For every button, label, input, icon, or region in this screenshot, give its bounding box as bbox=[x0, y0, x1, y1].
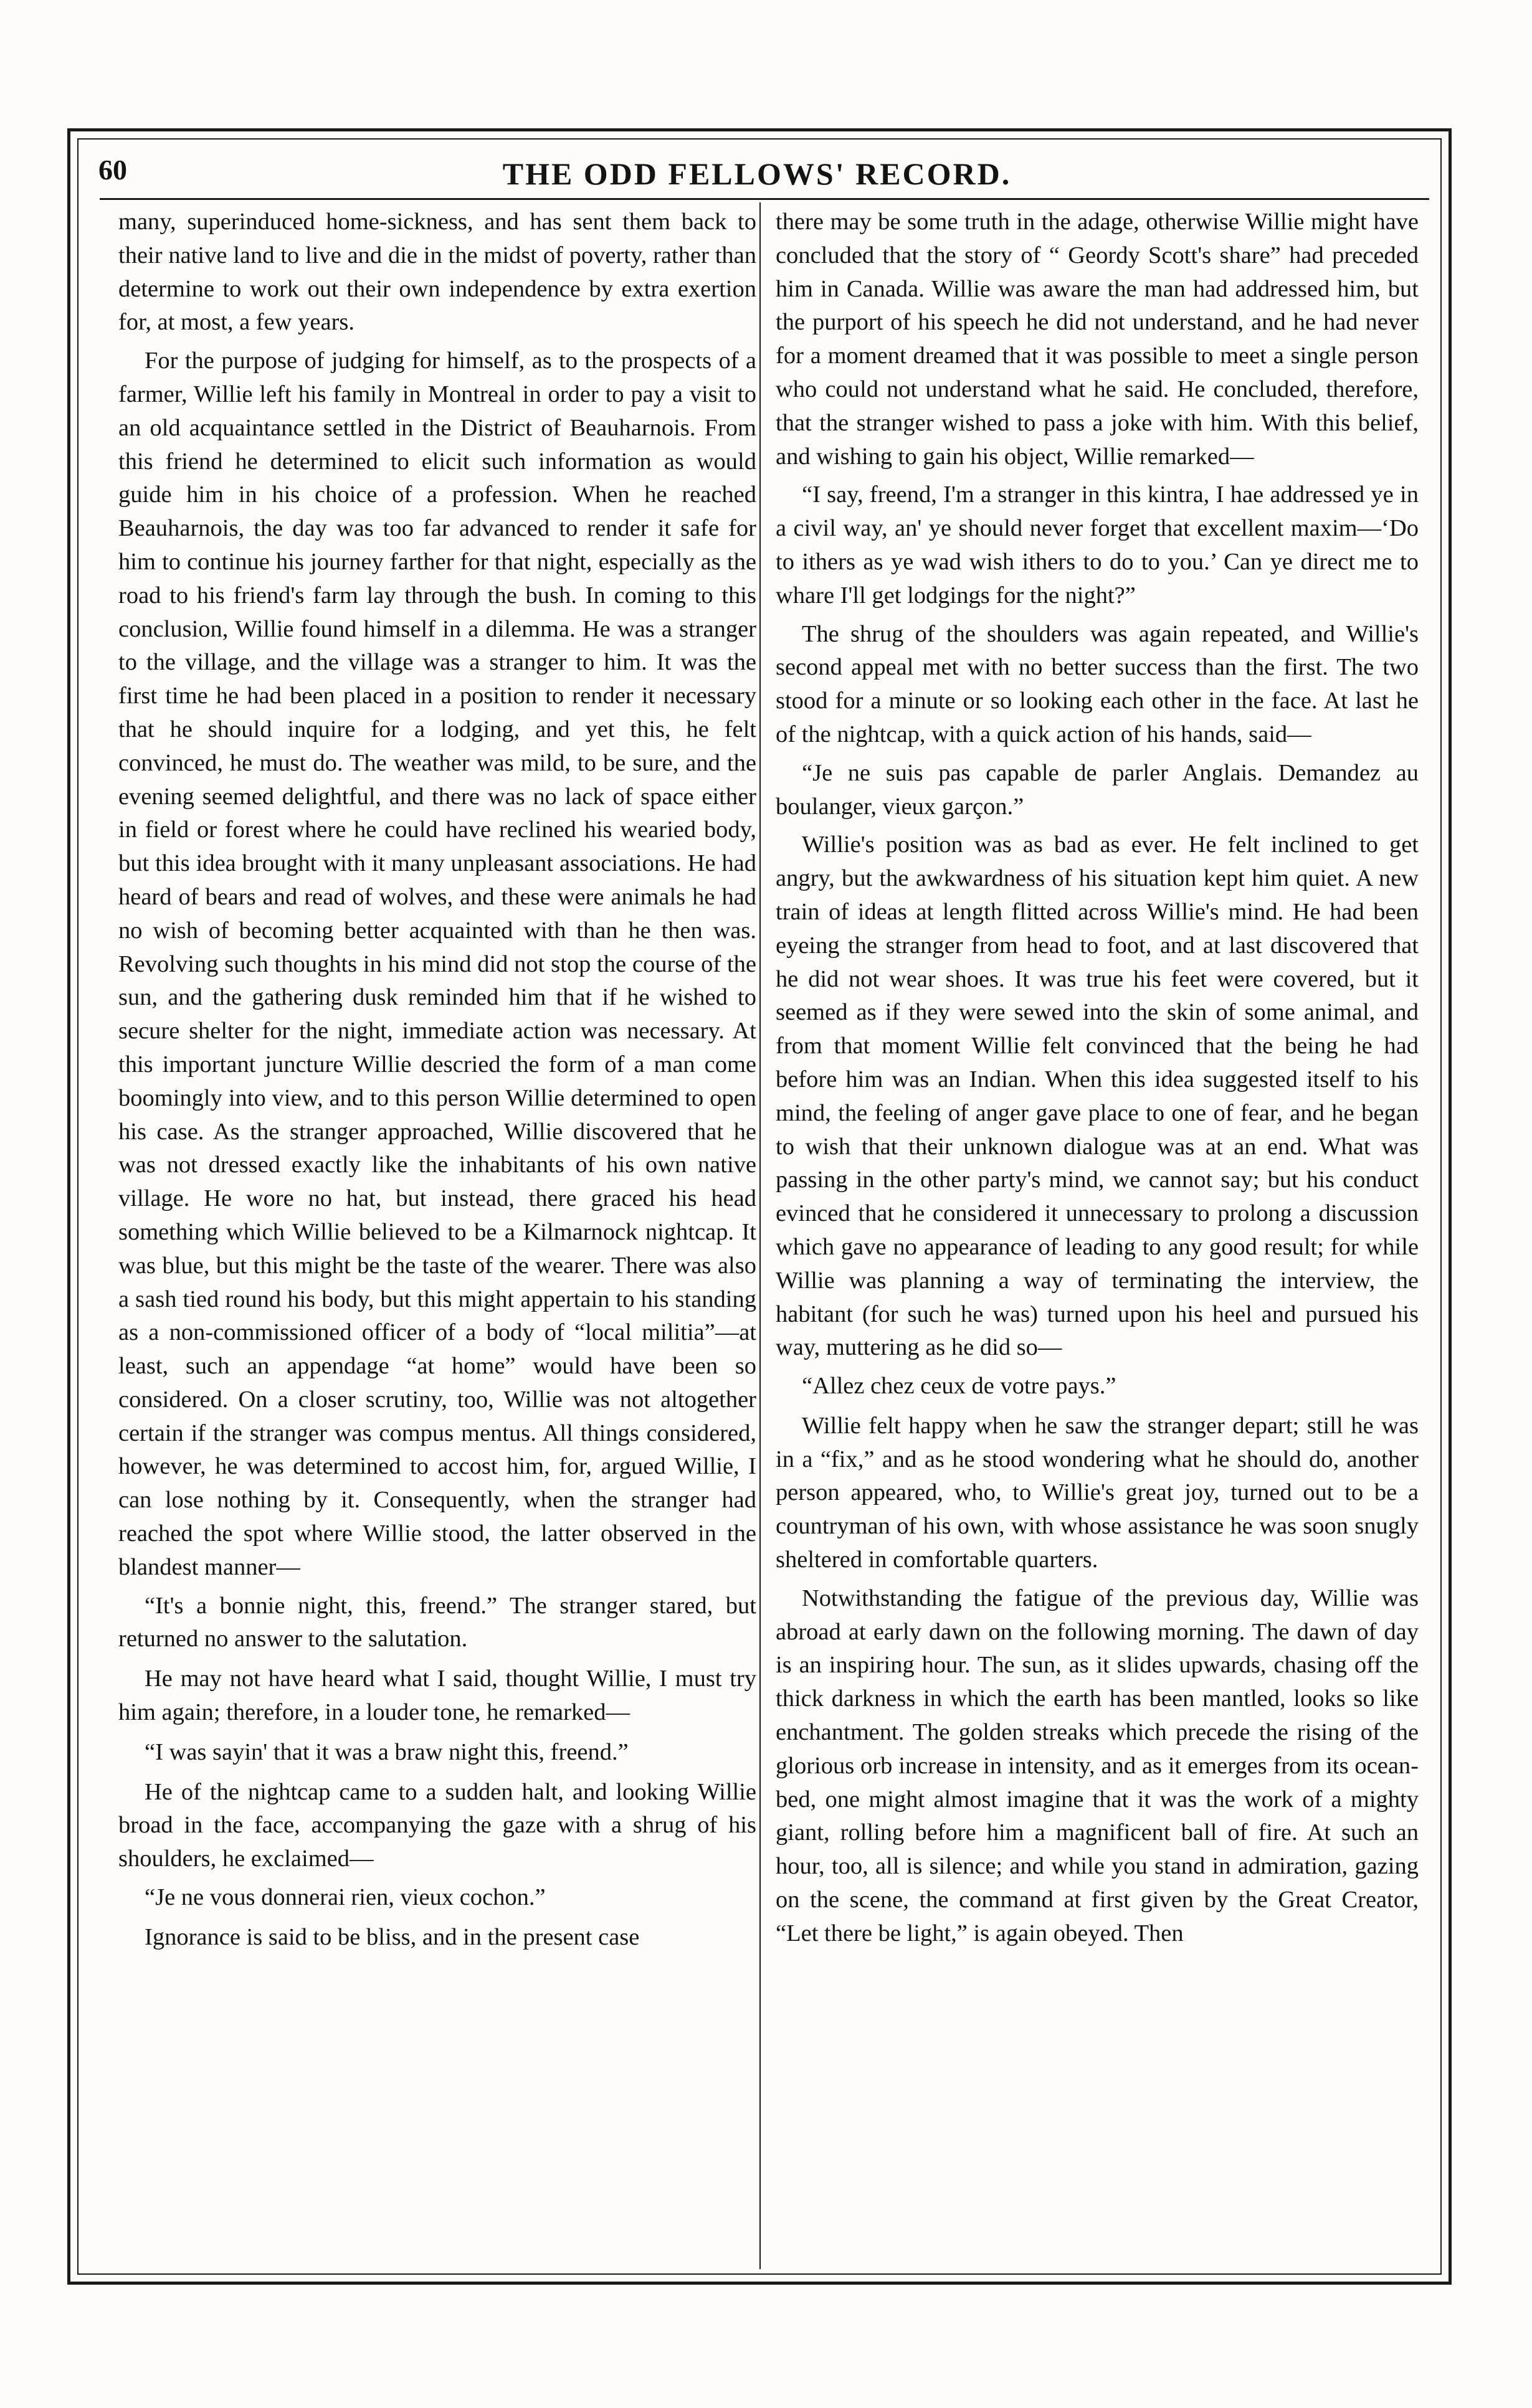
left-column bbox=[118, 206, 756, 2267]
paragraph: many, superinduced home-sickness, and has sent them back to their native land to live and die in the midst of poverty, rather than determine to work out their own independence by extra exertion for, at most, a few years. bbox=[118, 209, 756, 336]
paragraph: “Je ne vous donnerai rien, vieux cochon.” bbox=[145, 1884, 546, 1911]
paragraph: The shrug of the shoulders was again repeated, and Willie's second appeal met with no better success than the first. The two stood for a minute or so looking each other in the face. At last he of the nightcap, with a quick action of his hands, said— bbox=[776, 620, 1419, 747]
running-title: THE ODD FELLOWS' RECORD. bbox=[502, 156, 1012, 191]
paragraph: Ignorance is said to be bliss, and in the present case bbox=[145, 1923, 640, 1950]
paragraph: For the purpose of judging for himself, as to the prospects of a farmer, Willie left his family in Montreal in order to pay a visit to an old acquaintance settled in the District of Beauharnois. From this friend he determined to elicit such information as would guide him in his choice of a profession. When he reached Beauharnois, the day was too far advanced to render it safe for him to continue his journey farther for that night, especially as the road to his friend's farm lay through the bush. In coming to this conclusion, Willie found himself in a dilemma. He was a stranger to the village, and the village was a stranger to him. It was the first time he had been placed in a position to render it necessary that he should inquire for a lodging, and yet this, he felt convinced, he must do. The weather was mild, to be sure, and the evening seemed delightful, and there was no lack of space either in field or forest where he could have reclined his wearied body, but this idea brought with it many unpleasant associations. He had heard of bears and read of wolves, and these were animals he had no wish of becoming better acquainted with than he then was. Revolving such thoughts in his mind did not stop the course of the sun, and the gathering dusk reminded him that if he wished to secure shelter for the night, immediate action was necessary. At this important juncture Willie descried the form of a man come boomingly into view, and to this person Willie determined to open his case. As the stranger approached, Willie discovered that he was not dressed exactly like the inhabitants of his own native village. He wore no hat, but instead, there graced his head something which Willie believed to be a Kilmarnock nightcap. It was blue, but this might be the taste of the wearer. There was also a sash tied round his body, but this might appertain to his standing as a non-commissioned officer of a body of “local militia”—at least, such an appendage “at home” would have been so considered. On a closer scrutiny, too, Willie was not altogether certain if the stranger was compus mentus. All things considered, however, he was determined to accost him, for, argued Willie, I can lose nothing by it. Consequently, when the stranger had reached the spot where Willie stood, the latter observed in the blandest manner— bbox=[118, 348, 756, 1580]
paragraph: He may not have heard what I said, thought Willie, I must try him again; therefore, in a louder tone, he remarked— bbox=[118, 1666, 756, 1726]
right-column bbox=[776, 206, 1419, 2267]
paragraph: Willie felt happy when he saw the stranger depart; still he was in a “fix,” and as he stood wondering what he should do, another person appeared, who, to Willie's great joy, turned out to be a countryman of his own, with whose assistance he was soon snugly sheltered in comfortable quarters. bbox=[776, 1412, 1419, 1573]
paragraph: Notwithstanding the fatigue of the previous day, Willie was abroad at early dawn on the following morning. The dawn of day is an inspiring hour. The sun, as it slides upwards, chasing off the thick darkness in which the earth has been mantled, looks so like enchantment. The golden streaks which precede the rising of the glorious orb increase in intensity, and as it emerges from its ocean-bed, one might almost imagine that it was the work of a mighty giant, rolling before him a magnificent ball of fire. At such an hour, too, all is silence; and while you stand in admiration, gazing on the scene, the command at first given by the Great Creator, “Let there be light,” is again obeyed. Then bbox=[776, 1585, 1419, 1946]
header-rule bbox=[100, 198, 1429, 200]
paragraph: there may be some truth in the adage, otherwise Willie might have concluded that the story of “ Geordy Scott's share” had preceded him in Canada. Willie was aware the man had addressed him, but the purport of his speech he did not understand, and he had never for a moment dreamed that it was possible to meet a single person who could not understand what he said. He concluded, therefore, that the stranger wished to pass a joke with him. With this belief, and wishing to gain his object, Willie remarked— bbox=[776, 209, 1419, 470]
paragraph: “It's a bonnie night, this, freend.” The stranger stared, but returned no answer to the salutation. bbox=[118, 1592, 756, 1652]
paragraph: Willie's position was as bad as ever. He felt inclined to get angry, but the awkwardness of his situation kept him quiet. A new train of ideas at length flitted across Willie's mind. He had been eyeing the stranger from head to foot, and at last discovered that he did not wear shoes. It was true his feet were covered, but it seemed as if they were sewed into the skin of some animal, and from that moment Willie felt convinced that the being he had before him was an Indian. When this idea suggested itself to his mind, the feeling of anger gave place to one of fear, and he began to wish that their unknown dialogue was at an end. What was passing in the other party's mind, we cannot say; but his conduct evinced that he considered it unnecessary to prolong a discussion which gave no appearance of leading to any good result; for while Willie was planning a way of terminating the interview, the habitant (for such he was) turned upon his heel and pursued his way, muttering as he did so— bbox=[776, 832, 1419, 1361]
paragraph: He of the nightcap came to a sudden halt, and looking Willie broad in the face, accompanying the gaze with a shrug of his shoulders, he exclaimed— bbox=[118, 1778, 756, 1872]
column-divider bbox=[759, 202, 761, 2269]
page-header bbox=[87, 145, 1427, 201]
paragraph: “Je ne suis pas capable de parler Anglais. Demandez au boulanger, vieux garçon.” bbox=[776, 759, 1419, 820]
paragraph: “Allez chez ceux de votre pays.” bbox=[802, 1373, 1116, 1400]
page-number: 60 bbox=[98, 154, 127, 186]
paragraph: “I was sayin' that it was a braw night this, freend.” bbox=[145, 1738, 629, 1765]
paragraph: “I say, freend, I'm a stranger in this kintra, I hae addressed ye in a civil way, an' ye should never forget that excellent maxim—‘Do to ithers as ye wad wish ithers to do to you.’ Can ye direct me to whare I'll get lodgings for the night?” bbox=[776, 481, 1419, 609]
